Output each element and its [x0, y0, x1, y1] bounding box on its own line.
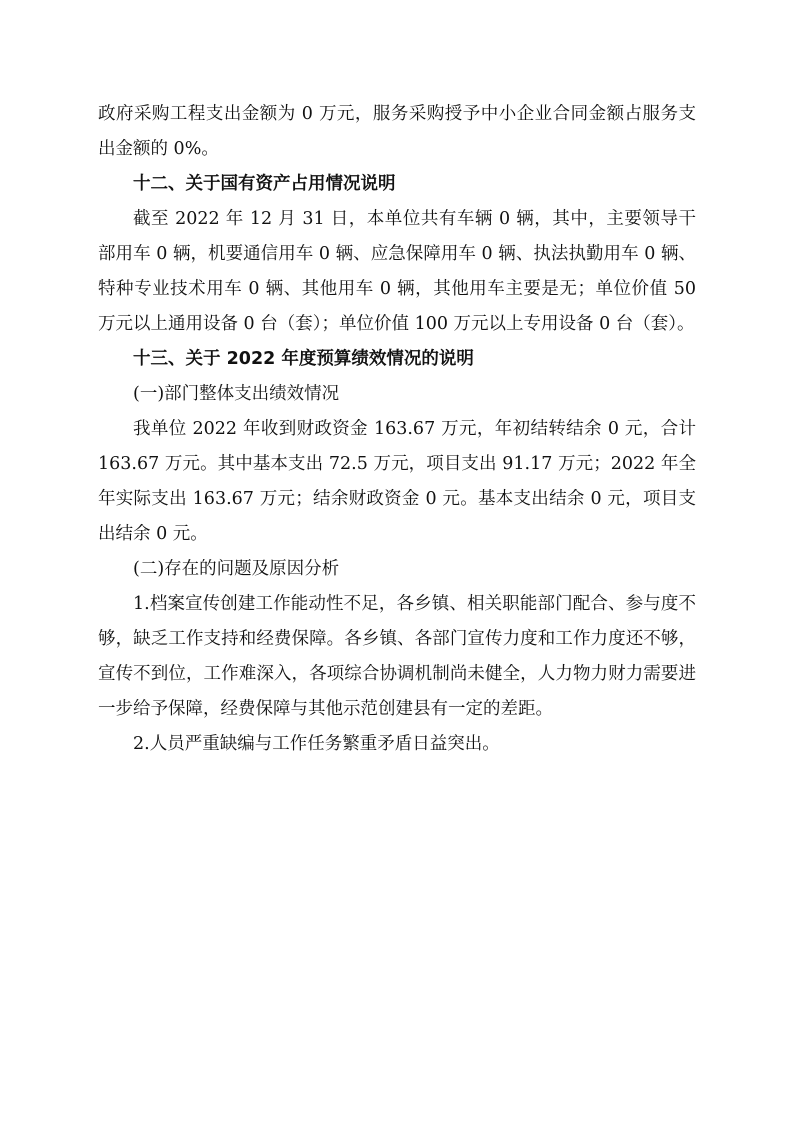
document-page: [98, 97, 696, 762]
paragraph-vehicles-equipment: 截至 2022 年 12 月 31 日，本单位共有车辆 0 辆，其中，主要领导干部用车 0 辆，机要通信用车 0 辆、应急保障用车 0 辆、执法执勤用车 0 辆、特种专业技术用车 0 辆、其他用车 0 辆，其他用车主要是无；单位价值 50 万元以上通用设备 0 台（套）；单位价值 100 万元以上专用设备 0 台（套）。: [98, 209, 696, 334]
paragraph-problem-2: 2.人员严重缺编与工作任务繁重矛盾日益突出。: [133, 734, 500, 754]
subheading-problems-analysis: (二)存在的问题及原因分析: [133, 559, 340, 579]
paragraph-procurement-summary: 政府采购工程支出金额为 0 万元，服务采购授予中小企业合同金额占服务支出金额的 0%。: [98, 104, 696, 159]
subheading-overall-performance: (一)部门整体支出绩效情况: [133, 384, 340, 404]
section-heading-performance: 十三、关于 2022 年度预算绩效情况的说明: [133, 349, 474, 369]
paragraph-problem-1: 1.档案宣传创建工作能动性不足，各乡镇、相关职能部门配合、参与度不够，缺乏工作支持和经费保障。各乡镇、各部门宣传力度和工作力度还不够，宣传不到位，工作难深入，各项综合协调机制尚未健全，人力物力财力需要进一步给予保障，经费保障与其他示范创建县有一定的差距。: [98, 594, 696, 719]
paragraph-funding-details: 我单位 2022 年收到财政资金 163.67 万元，年初结转结余 0 元，合计 163.67 万元。其中基本支出 72.5 万元，项目支出 91.17 万元；2022 年全年实际支出 163.67 万元；结余财政资金 0 元。基本支出结余 0 元，项目支出结余 0 元。: [98, 419, 696, 544]
section-heading-state-assets: 十二、关于国有资产占用情况说明: [133, 174, 396, 194]
